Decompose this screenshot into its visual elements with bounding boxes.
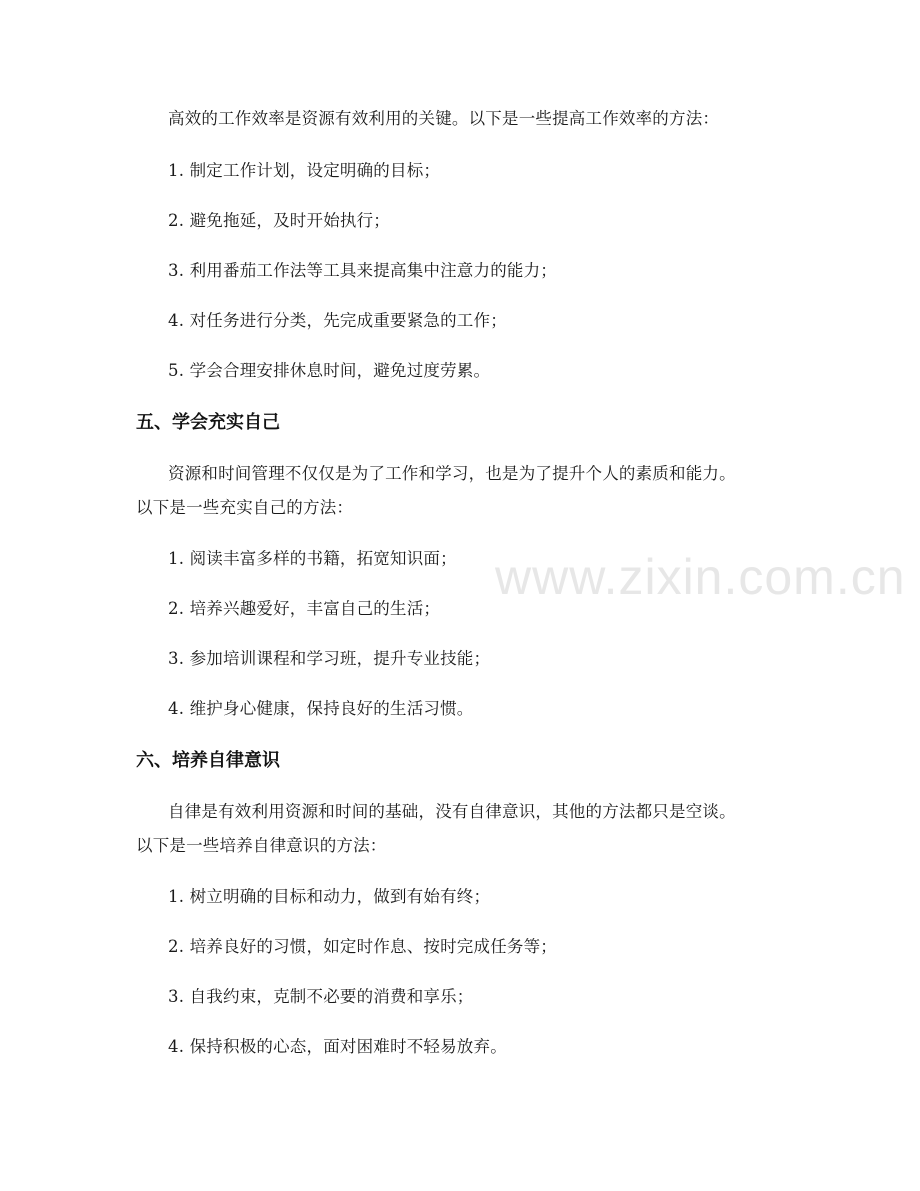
list-item: 1. 树立明确的目标和动力，做到有始有终； (168, 887, 491, 906)
paragraph-line: 资源和时间管理不仅仅是为了工作和学习，也是为了提升个人的素质和能力。 (168, 464, 736, 483)
list-item: 4. 保持积极的心态，面对困难时不轻易放弃。 (168, 1037, 507, 1056)
section-heading: 六、培养自律意识 (136, 750, 280, 771)
list-item: 3. 参加培训课程和学习班，提升专业技能； (168, 649, 491, 668)
watermark-text: www.zixin.com.cn (495, 549, 906, 605)
list-item: 1. 制定工作计划，设定明确的目标； (168, 161, 441, 180)
list-item: 3. 自我约束，克制不必要的消费和享乐； (168, 987, 474, 1006)
list-item: 1. 阅读丰富多样的书籍，拓宽知识面； (168, 549, 457, 568)
list-item: 2. 培养良好的习惯，如定时作息、按时完成任务等； (168, 937, 557, 956)
paragraph-line: 自律是有效利用资源和时间的基础，没有自律意识，其他的方法都只是空谈。 (168, 802, 736, 821)
paragraph-line: 以下是一些培养自律意识的方法： (136, 836, 387, 855)
list-item: 3. 利用番茄工作法等工具来提高集中注意力的能力； (168, 261, 557, 280)
list-item: 5. 学会合理安排休息时间，避免过度劳累。 (168, 361, 491, 380)
list-item: 4. 维护身心健康，保持良好的生活习惯。 (168, 699, 474, 718)
list-item: 4. 对任务进行分类，先完成重要紧急的工作； (168, 311, 507, 330)
paragraph-line: 以下是一些充实自己的方法： (136, 498, 354, 517)
section-heading: 五、学会充实自己 (136, 412, 280, 433)
list-item: 2. 避免拖延，及时开始执行； (168, 211, 390, 230)
intro-paragraph: 高效的工作效率是资源有效利用的关键。以下是一些提高工作效率的方法： (168, 109, 720, 128)
list-item: 2. 培养兴趣爱好，丰富自己的生活； (168, 599, 441, 618)
